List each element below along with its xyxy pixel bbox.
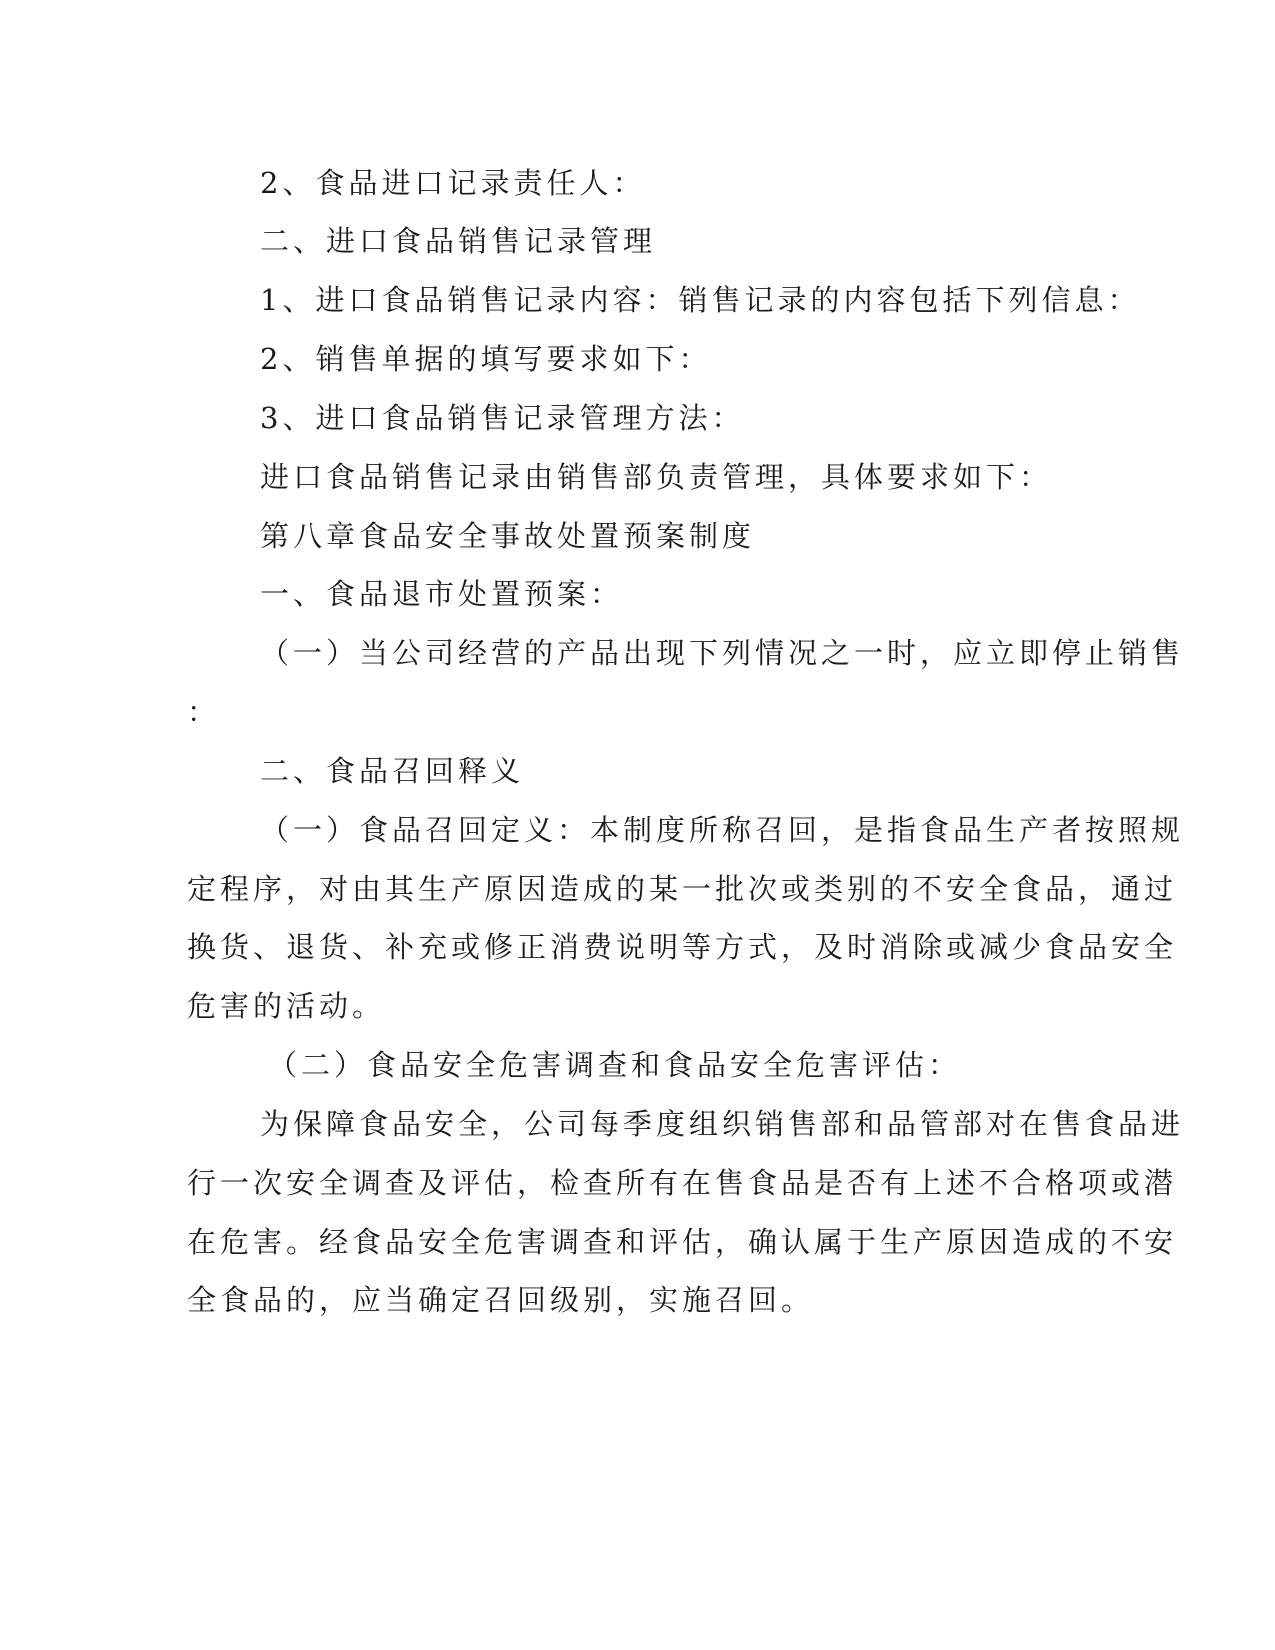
section-heading: 二、进口食品销售记录管理 [260,224,657,258]
paragraph-line: 危害的活动。 [187,989,386,1023]
paragraph-line: （二）食品安全危害调查和食品安全危害评估： [268,1048,962,1082]
paragraph-line: ： [187,695,221,729]
paragraph-line: 2、销售单据的填写要求如下： [260,342,712,376]
paragraph-line: 3、进口食品销售记录管理方法： [260,401,745,435]
paragraph-line: 进口食品销售记录由销售部负责管理，具体要求如下： [260,460,1053,494]
section-heading: 二、食品召回释义 [260,754,525,788]
paragraph-line: （一）食品召回定义：本制度所称召回，是指食品生产者按照规 [260,813,1185,847]
paragraph-line: 行一次安全调查及评估，检查所有在售食品是否有上述不合格项或潜 [187,1166,1178,1200]
chapter-heading: 第八章食品安全事故处置预案制度 [260,519,756,553]
paragraph-line: 2、食品进口记录责任人： [260,166,646,200]
section-heading: 一、食品退市处置预案： [260,577,624,611]
paragraph-line: （一）当公司经营的产品出现下列情况之一时，应立即停止销售 [260,636,1185,670]
paragraph-line: 在危害。经食品安全危害调查和评估，确认属于生产原因造成的不安 [187,1225,1178,1259]
paragraph-line: 定程序，对由其生产原因造成的某一批次或类别的不安全食品，通过 [187,872,1178,906]
paragraph-line: 为保障食品安全，公司每季度组织销售部和品管部对在售食品进 [260,1107,1185,1141]
paragraph-line: 全食品的，应当确定召回级别，实施召回。 [187,1283,815,1317]
paragraph-line: 换货、退货、补充或修正消费说明等方式，及时消除或减少食品安全 [187,930,1178,964]
paragraph-line: 1、进口食品销售记录内容：销售记录的内容包括下列信息： [260,283,1141,317]
